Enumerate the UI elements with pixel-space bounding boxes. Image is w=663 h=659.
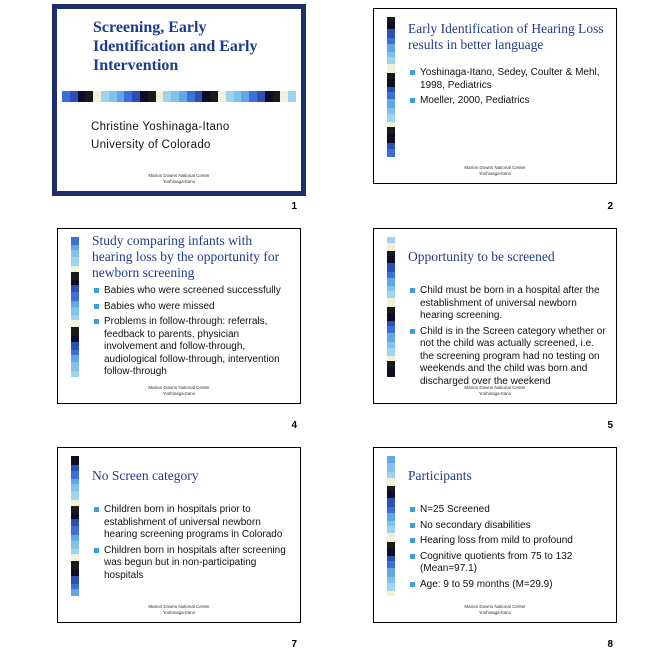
bullet-item: No secondary disabilities xyxy=(410,520,610,533)
stripe-segment xyxy=(387,348,395,356)
stripe-segment xyxy=(71,320,79,327)
stripe-segment xyxy=(387,291,395,298)
bullet-list xyxy=(410,504,610,594)
stripe-segment xyxy=(85,91,93,102)
stripe-segment xyxy=(234,91,242,102)
stripe-segment xyxy=(62,91,70,102)
stripe-segment xyxy=(71,257,79,266)
bullet-item: Hearing loss from mild to profound xyxy=(410,535,610,548)
stripe-segment xyxy=(148,91,156,102)
stripe-segment xyxy=(387,463,395,472)
slide-number: 4 xyxy=(291,420,297,431)
slide-1[interactable] xyxy=(54,6,304,194)
footer-line: Yoshinaga-Itano xyxy=(478,610,512,616)
slide-number: 5 xyxy=(607,420,613,431)
stripe-segment xyxy=(71,589,79,596)
stripe-segment xyxy=(387,99,395,108)
stripe-segment xyxy=(101,91,109,102)
bullet-item: Problems in follow-through: referrals, feedback to parents, physician involvement and follow-through, audiological follow-through, intervention follow-through xyxy=(94,316,294,379)
slide-8[interactable] xyxy=(373,447,617,623)
stripe-segment xyxy=(71,561,79,570)
stripe-segment xyxy=(93,91,101,102)
stripe-segment xyxy=(387,478,395,486)
stripe-segment xyxy=(156,91,164,102)
stripe-segment xyxy=(202,91,210,102)
bullet-list xyxy=(94,504,294,585)
stripe-segment xyxy=(387,333,395,342)
slide-number: 8 xyxy=(607,639,613,650)
slide-footer xyxy=(58,385,300,397)
stripe-segment xyxy=(71,362,79,371)
stripe-segment xyxy=(249,91,257,102)
stripe-segment xyxy=(387,491,395,498)
slide-footer xyxy=(57,173,301,185)
slide-2[interactable] xyxy=(373,8,617,184)
footer-line: Marion Downs National Center xyxy=(464,604,526,610)
bullet-item: Moeller, 2000, Pediatrics xyxy=(410,95,610,108)
footer-line: Yoshinaga-Itano xyxy=(478,171,512,177)
bullet-item: Babies who were screened successfully xyxy=(94,285,294,298)
slide-number: 7 xyxy=(291,639,297,650)
slide-5[interactable] xyxy=(373,228,617,404)
footer-line: Yoshinaga-Itano xyxy=(162,179,196,185)
bullet-item: Child is in the Screen category whether or not the child was actually screened, i.e. the screening program had no testing on weekends and the child was born and discharged over the weekend xyxy=(410,326,610,389)
bullet-item: Children born in hospitals prior to establishment of universal newborn hearing screening programs in Colorado xyxy=(94,504,294,542)
stripe-segment xyxy=(387,278,395,286)
stripe-segment xyxy=(71,541,79,549)
stripe-segment xyxy=(387,57,395,64)
slide-title: Early Identification of Hearing Loss results in better language xyxy=(408,21,604,53)
stripe-segment xyxy=(387,526,395,533)
stripe-segment xyxy=(210,91,218,102)
stripe-segment xyxy=(387,368,395,377)
stripe-segment xyxy=(257,91,265,102)
stripe-segment xyxy=(71,307,79,315)
stripe-segment xyxy=(71,285,79,292)
bullet-list xyxy=(94,285,294,382)
slide-7[interactable] xyxy=(57,447,301,623)
bullet-item: Cognitive quotients from 75 to 132 (Mean=97.1) xyxy=(410,551,610,576)
stripe-segment xyxy=(387,29,395,38)
decorative-stripe xyxy=(387,456,395,596)
stripe-segment xyxy=(163,91,171,102)
stripe-segment xyxy=(241,91,249,102)
footer-line: Marion Downs National Center xyxy=(464,385,526,391)
footer-line: Marion Downs National Center xyxy=(148,173,210,179)
stripe-segment xyxy=(387,513,395,521)
footer-line: Marion Downs National Center xyxy=(148,385,210,391)
bullet-item: N=25 Screened xyxy=(410,504,610,517)
decorative-stripe xyxy=(387,17,395,157)
slide-footer xyxy=(58,604,300,616)
stripe-segment xyxy=(179,91,187,102)
stripe-segment xyxy=(187,91,195,102)
stripe-segment xyxy=(124,91,132,102)
stripe-segment xyxy=(288,91,296,102)
stripe-segment xyxy=(71,576,79,584)
slide-number: 1 xyxy=(291,201,297,212)
presenter-affiliation: University of Colorado xyxy=(91,139,211,151)
bullet-item: Child must be born in a hospital after the establishment of universal newborn hearing screening. xyxy=(410,285,610,323)
bullet-item: Children born in hospitals after screening was begun but in non-participating hospitals xyxy=(94,545,294,583)
stripe-segment xyxy=(387,64,395,73)
decorative-stripe xyxy=(71,237,79,377)
stripe-segment xyxy=(387,298,395,307)
stripe-segment xyxy=(387,22,395,29)
stripe-segment xyxy=(387,127,395,134)
slide-4[interactable] xyxy=(57,228,301,404)
stripe-segment xyxy=(226,91,234,102)
stripe-segment xyxy=(387,134,395,143)
bullet-item: Babies who were missed xyxy=(94,301,294,314)
stripe-segment xyxy=(387,313,395,321)
stripe-segment xyxy=(387,256,395,263)
footer-line: Marion Downs National Center xyxy=(148,604,210,610)
stripe-segment xyxy=(71,506,79,514)
bullet-list xyxy=(410,67,610,111)
stripe-segment xyxy=(387,568,395,577)
stripe-segment xyxy=(387,44,395,52)
stripe-segment xyxy=(71,456,79,465)
stripe-segment xyxy=(387,583,395,591)
stripe-segment xyxy=(387,456,395,463)
stripe-segment xyxy=(387,548,395,556)
decorative-stripe xyxy=(387,237,395,377)
stripe-segment xyxy=(387,533,395,542)
footer-line: Yoshinaga-Itano xyxy=(162,391,196,397)
stripe-segment xyxy=(71,554,79,561)
slide-title: No Screen category xyxy=(92,468,199,483)
slide-title: Study comparing infants with hearing loss by the opportunity for newborn screening xyxy=(92,233,280,281)
stripe-segment xyxy=(387,263,395,272)
bullet-item: Yoshinaga-Itano, Sedey, Coulter & Mehl, 1998, Pediatrics xyxy=(410,67,610,92)
stripe-segment xyxy=(273,91,281,102)
stripe-segment xyxy=(387,498,395,507)
stripe-segment xyxy=(71,355,79,362)
stripe-segment xyxy=(387,92,395,99)
stripe-segment xyxy=(71,250,79,257)
bullet-item: Age: 9 to 59 months (M=29.9) xyxy=(410,579,610,592)
stripe-segment xyxy=(71,371,79,377)
stripe-segment xyxy=(71,292,79,301)
stripe-segment xyxy=(117,91,125,102)
stripe-segment xyxy=(387,79,395,87)
stripe-segment xyxy=(71,526,79,535)
footer-line: Yoshinaga-Itano xyxy=(478,391,512,397)
stripe-segment xyxy=(218,91,226,102)
stripe-segment xyxy=(109,91,117,102)
slide-footer xyxy=(374,604,616,616)
stripe-segment xyxy=(71,327,79,336)
stripe-segment xyxy=(71,484,79,491)
stripe-segment xyxy=(387,149,395,157)
stripe-segment xyxy=(195,91,203,102)
footer-line: Marion Downs National Center xyxy=(464,165,526,171)
slide-title: Opportunity to be screened xyxy=(408,249,555,264)
stripe-segment xyxy=(71,342,79,350)
stripe-segment xyxy=(171,91,179,102)
slide-title: Participants xyxy=(408,468,472,483)
stripe-segment xyxy=(71,272,79,280)
stripe-segment xyxy=(71,491,79,500)
stripe-segment xyxy=(387,361,395,368)
stripe-segment xyxy=(387,243,395,251)
slide-footer xyxy=(374,165,616,177)
stripe-segment xyxy=(71,471,79,479)
stripe-segment xyxy=(71,519,79,526)
stripe-segment xyxy=(78,91,86,102)
stripe-segment xyxy=(71,237,79,245)
slide-title: Screening, Early Identification and Early Intervention xyxy=(93,19,258,75)
stripe-segment xyxy=(70,91,78,102)
bullet-list xyxy=(410,285,610,391)
stripe-segment xyxy=(132,91,140,102)
footer-line: Yoshinaga-Itano xyxy=(162,610,196,616)
decorative-stripe xyxy=(71,456,79,596)
stripe-segment xyxy=(280,91,288,102)
slide-footer xyxy=(374,385,616,397)
stripe-segment xyxy=(387,114,395,122)
stripe-segment xyxy=(140,91,148,102)
stripe-segment xyxy=(265,91,273,102)
slide-number: 2 xyxy=(607,201,613,212)
stripe-segment xyxy=(387,326,395,333)
presenter-name: Christine Yoshinaga-Itano xyxy=(91,121,230,133)
stripe-segment xyxy=(387,591,395,596)
decorative-stripe xyxy=(62,91,296,102)
stripe-segment xyxy=(387,561,395,568)
